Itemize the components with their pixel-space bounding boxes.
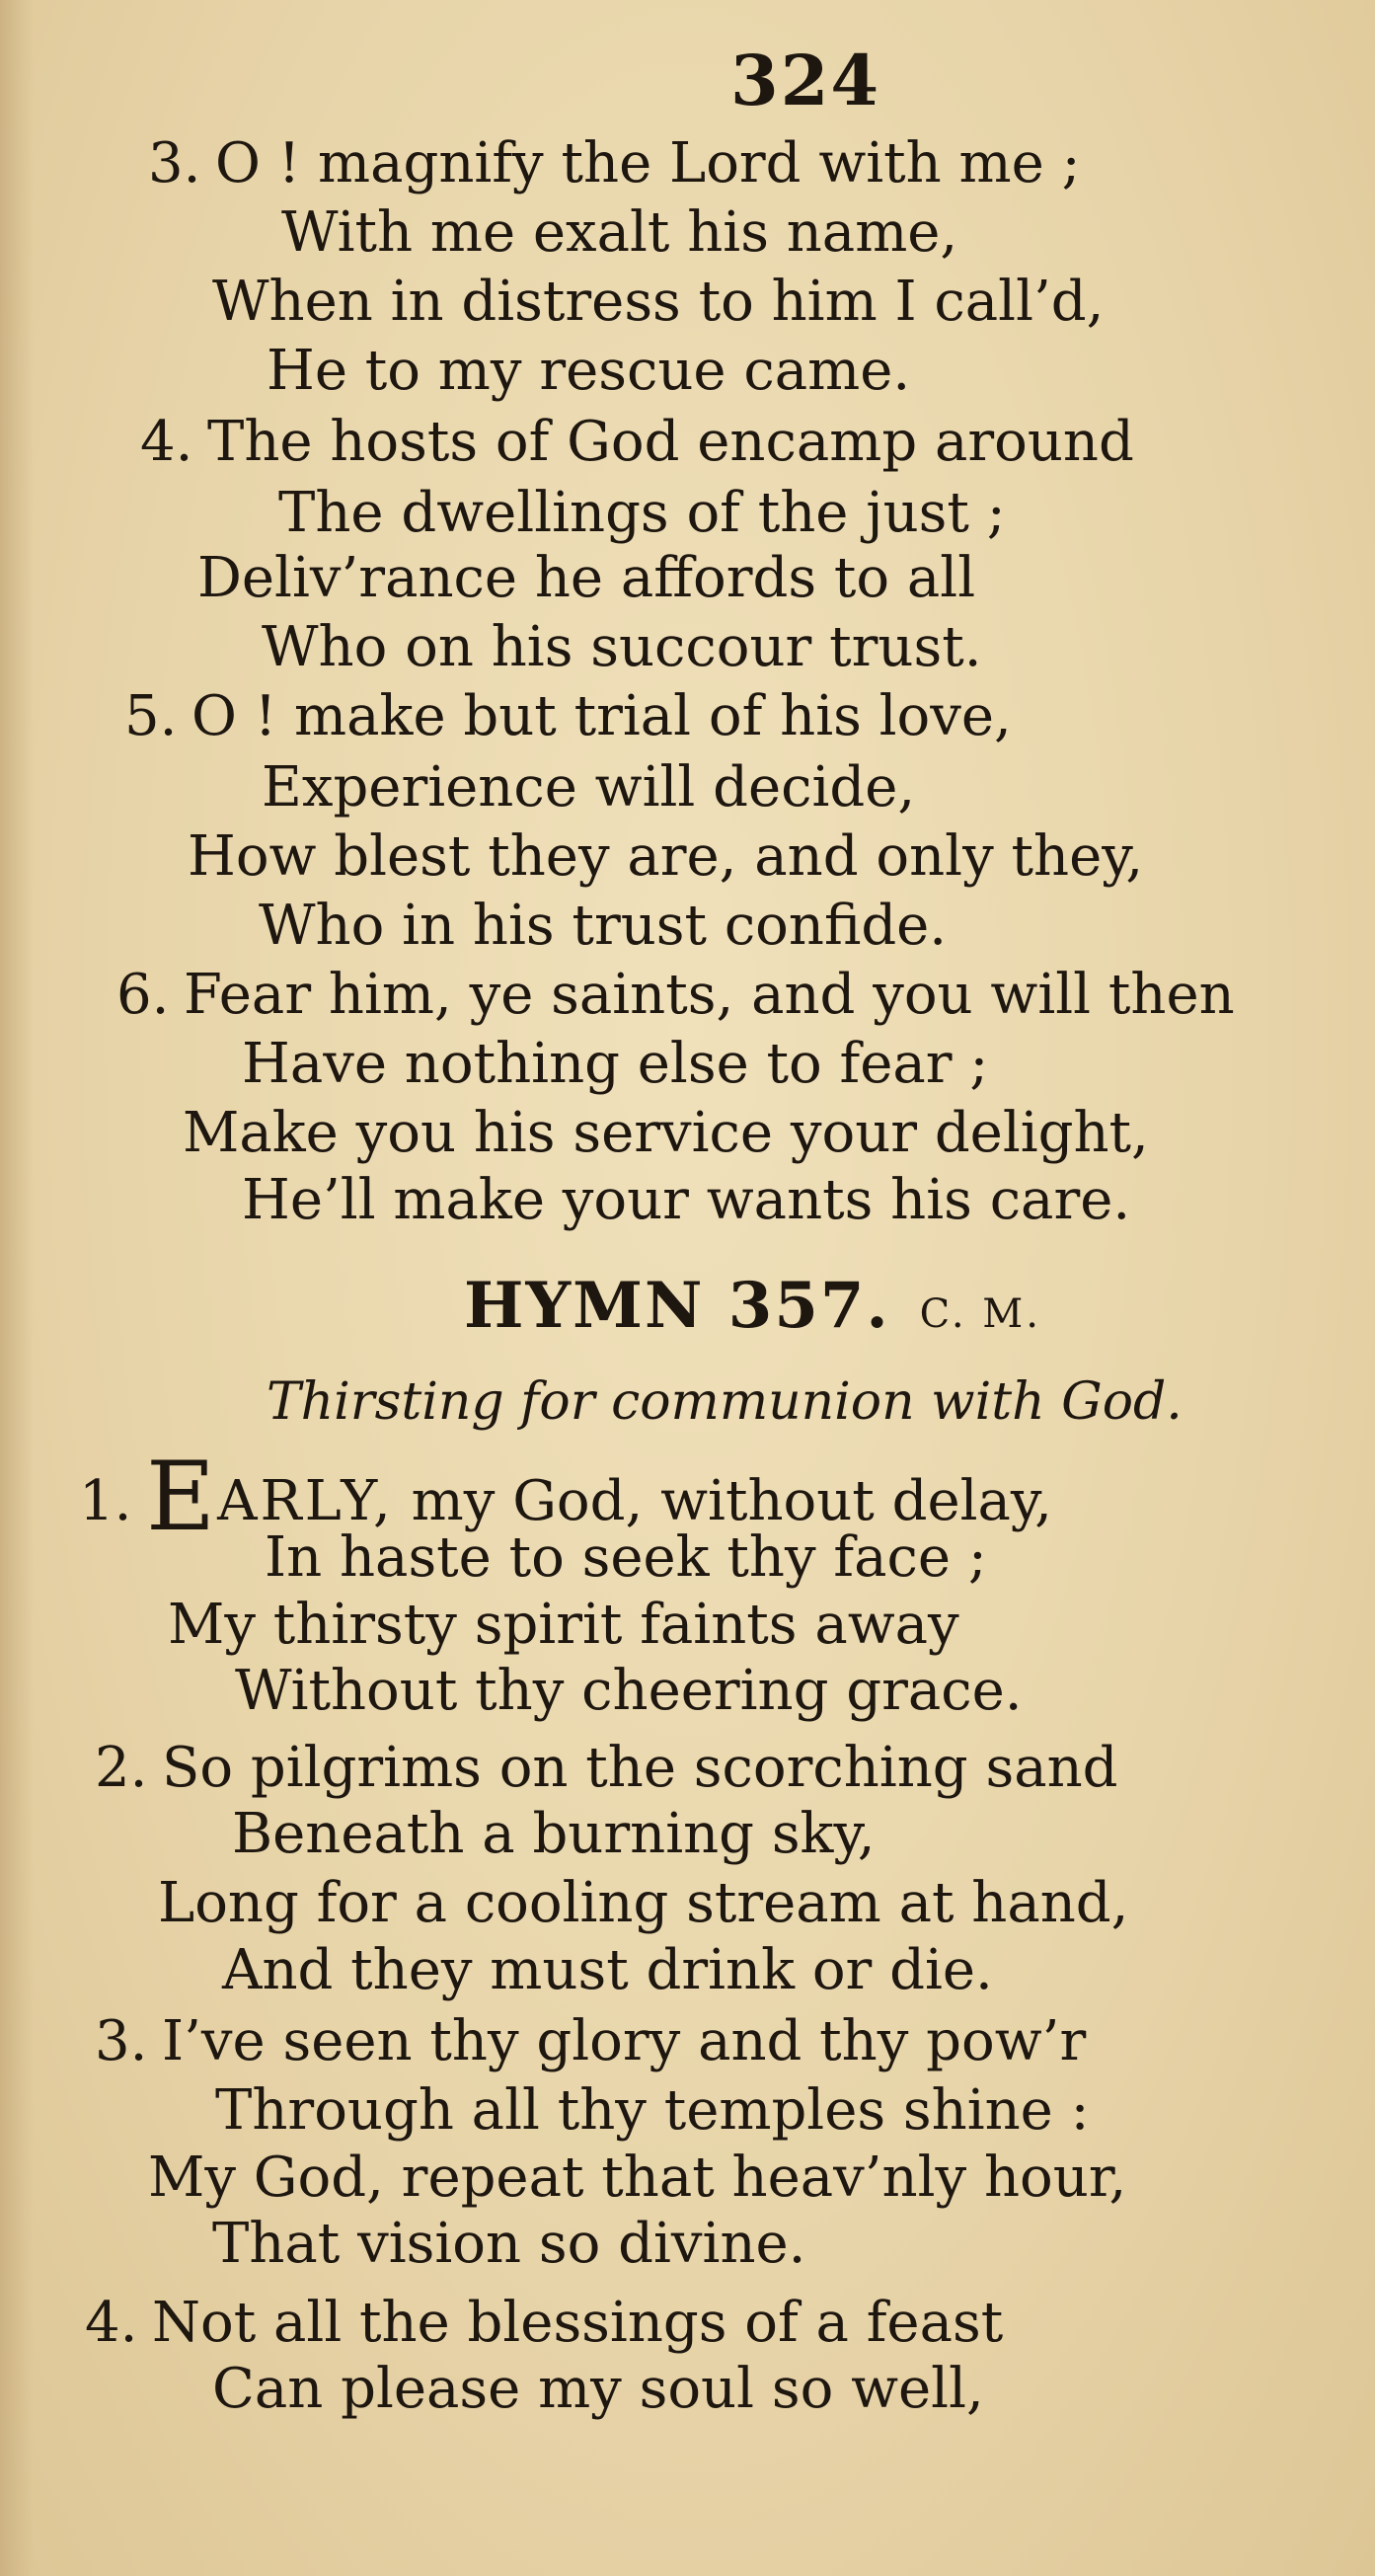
verse-line: Beneath a burning sky, [232,1802,876,1866]
verse-line: That vision so divine. [212,2212,806,2276]
verse-line: Who in his trust confide. [259,894,948,958]
verse-line: My thirsty spirit faints away [168,1593,959,1657]
verse-line [148,131,1081,195]
verse-line: Have nothing else to fear ; [242,1032,989,1096]
verse-number: 3. [148,131,201,195]
verse-number: 6. [116,963,170,1027]
verse-text: Fear him, ye saints, and you will then [184,963,1235,1027]
verse-line [85,2291,1004,2355]
verse-line: Deliv’rance he affords to all [197,546,976,610]
verse-text: So pilgrims on the scorching sand [162,1736,1118,1800]
verse-line [140,410,1134,474]
drop-cap: E [146,1442,216,1552]
verse-number: 1. [79,1469,132,1533]
verse-line: He’ll make your wants his care. [242,1168,1131,1232]
verse-line: With me exalt his name, [281,200,958,265]
page-number: 324 [730,39,881,121]
verse-number: 3. [95,2009,148,2073]
verse-line: Can please my soul so well, [212,2357,984,2421]
verse-line: Long for a cooling stream at hand, [158,1871,1129,1935]
verse-text: O ! magnify the Lord with me ; [215,131,1081,195]
verse-number: 4. [140,410,193,474]
verse-number: 2. [95,1736,148,1800]
verse-line: In haste to seek thy face ; [265,1525,987,1590]
verse-line: Through all thy temples shine : [215,2078,1090,2143]
verse-line [95,1736,1118,1800]
verse-text: I’ve seen thy glory and thy pow’r [162,2009,1087,2073]
page-edge-shadow [0,0,34,2576]
verse-text: Not all the blessings of a feast [152,2291,1004,2355]
verse-line: When in distress to him I call’d, [212,270,1105,334]
verse-line: My God, repeat that heav’nly hour, [148,2146,1127,2210]
verse-line [95,2009,1087,2073]
verse-line: And they must drink or die. [222,1938,993,2002]
verse-line [79,1442,1052,1552]
verse-line: How blest they are, and only they, [188,824,1144,889]
verse-text: The hosts of God encamp around [207,410,1134,474]
verse-line: The dwellings of the just ; [278,481,1006,545]
hymn-subtitle: Thirsting for communion with God. [267,1372,1183,1432]
verse-line: He to my rescue came. [267,339,911,403]
verse-line: Experience will decide, [262,755,916,820]
verse-text: ARLY, [217,1469,394,1533]
verse-number: 4. [85,2291,138,2355]
hymn-title [464,1269,1041,1343]
verse-line [124,684,1012,748]
verse-line [116,963,1235,1027]
hymn-meter: C. M. [919,1291,1041,1337]
verse-line: Make you his service your delight, [183,1101,1149,1165]
verse-text: O ! make but trial of his love, [191,684,1012,748]
verse-line: Without thy cheering grace. [235,1659,1023,1723]
verse-line: Who on his succour trust. [262,615,982,679]
hymn-number: HYMN 357. [464,1269,890,1343]
verse-number: 5. [124,684,178,748]
verse-text: my God, without delay, [411,1469,1052,1533]
